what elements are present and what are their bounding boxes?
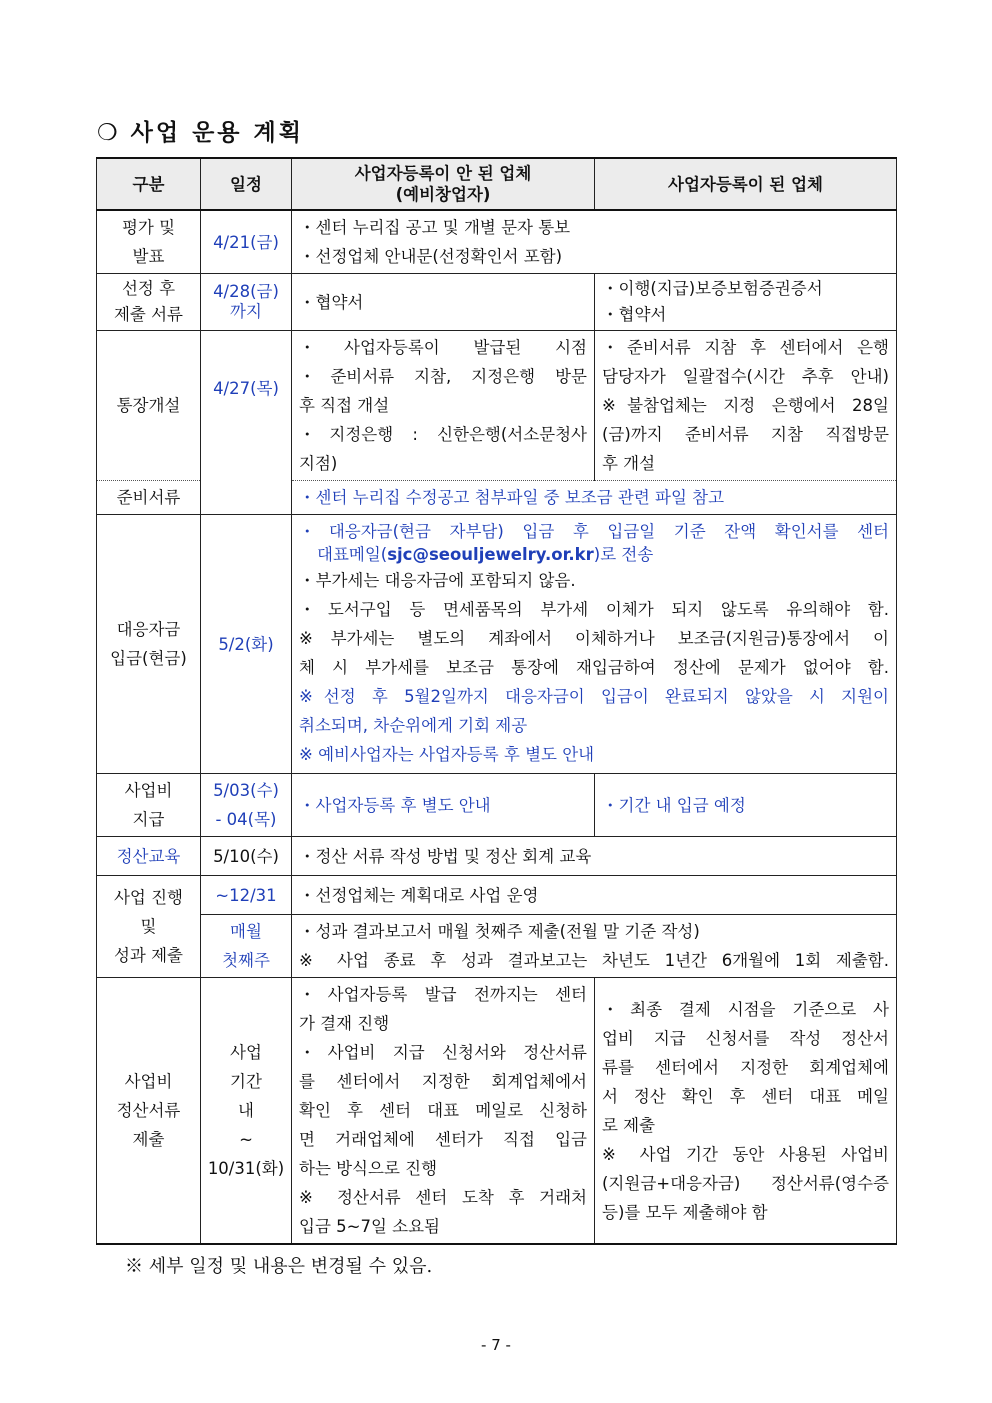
row-date [201, 274, 292, 331]
row-label-line: 지급 [132, 810, 165, 829]
content-line: ・지정은행 : 신한은행(서소문청사 [299, 425, 587, 444]
row-label: 준비서류 [97, 481, 201, 515]
table-row [97, 876, 897, 915]
row-content: ・정산 서류 작성 방법 및 정산 회계 교육 [292, 837, 897, 876]
content-line: ・선정업체 안내문(선정확인서 포함) [299, 247, 563, 266]
row-label-line: 및 [140, 917, 157, 936]
content-line: 후 개설 [602, 454, 656, 473]
registered-content: ・기간 내 입금 예정 [595, 774, 897, 837]
row-label-line: 사업비 [124, 1072, 173, 1091]
content-line: ※ 사업 기간 동안 사용된 사업비 [602, 1144, 889, 1164]
table-row [97, 915, 897, 978]
content-line: 체 시 부가세를 보조금 통장에 재입금하여 정산에 문제가 없어야 함. [299, 658, 889, 677]
table-header-row [97, 158, 897, 210]
content-line: ・도서구입 등 면세품목의 부가세 이체가 되지 않도록 유의해야 함. [299, 600, 889, 619]
content-line: ・사업자등록이 발급된 시점 [299, 338, 587, 357]
date-line: 사업 [230, 1043, 262, 1062]
row-label-line: 평가 및 [121, 218, 176, 237]
date-line: 첫째주 [222, 951, 270, 970]
row-date: 5/2(화) [201, 515, 292, 774]
content-line: 확인 후 센터 대표 메일로 신청하 [299, 1101, 587, 1120]
center-email: sjc@seouljewelry.or.kr [387, 545, 594, 564]
content-line: 취소되며, 차순위에게 기회 제공 [299, 716, 528, 735]
header-unregistered [292, 158, 595, 210]
row-date: ~12/31 [201, 876, 292, 915]
unregistered-content: ・협약서 [292, 274, 595, 331]
row-content [292, 515, 897, 774]
row-label-line: 제출 [132, 1130, 165, 1149]
content-line: ※부가세는 별도의 계좌에서 이체하거나 보조금(지원금)통장에서 이 [299, 629, 889, 648]
content-line: 지점) [299, 454, 338, 473]
content-line: ・대응자금(현금 자부담) 입금 후 입금일 기준 잔액 확인서를 센터 [299, 522, 889, 541]
row-label [97, 274, 201, 331]
content-line: ※ 정산서류 센터 도착 후 거래처 [299, 1188, 587, 1207]
row-date: 4/21(금) [201, 210, 292, 274]
footnote: ※ 세부 일정 및 내용은 변경될 수 있음. [125, 1256, 433, 1277]
content-line: 면 거래업체에 센터가 직접 입금 [299, 1130, 587, 1149]
table-row [97, 210, 897, 274]
row-label-line: 사업 진행 [113, 888, 183, 907]
row-content [292, 210, 897, 274]
section-title [97, 114, 304, 147]
content-line: ・사업비 지급 신청서와 정산서류 [299, 1043, 587, 1062]
header-gubun: 구분 [97, 158, 201, 210]
section-title-text: 사업 운용 계획 [130, 119, 304, 146]
content-line: (지원금+대응자금) 정산서류(영수증 [602, 1173, 889, 1193]
row-label-line: 사업비 [124, 781, 173, 800]
content-line: ※선정 후 5월2일까지 대응자금이 입금이 완료되지 않았을 시 지원이 [299, 687, 889, 706]
row-label [97, 978, 201, 1245]
unregistered-content [292, 331, 595, 481]
table-row [97, 331, 897, 481]
table-row [97, 978, 897, 1245]
row-date [201, 774, 292, 837]
header-registered: 사업자등록이 된 업체 [595, 158, 897, 210]
row-content: ・선정업체는 계획대로 사업 운영 [292, 876, 897, 915]
row-date [201, 915, 292, 978]
content-line: (금)까지 준비서류 지참 직접방문 [602, 425, 889, 444]
content-line: 하는 방식으로 진행 [299, 1159, 438, 1178]
content-line: 입금 5~7일 소요됨 [299, 1217, 440, 1236]
page-number: - 7 - [481, 1336, 511, 1354]
date-line: 기간 [230, 1072, 262, 1091]
registered-content [595, 331, 897, 481]
date-line: 까지 [230, 302, 262, 321]
date-line: ~ [239, 1130, 253, 1149]
content-line: 로 제출 [602, 1115, 656, 1135]
table-row [97, 515, 897, 774]
header-schedule: 일정 [201, 158, 292, 210]
row-date: 5/10(수) [201, 837, 292, 876]
content-line: 후 직접 개설 [299, 396, 390, 415]
table-row [97, 274, 897, 331]
row-date: 4/27(목) [201, 331, 292, 515]
row-label-line: 정산서류 [116, 1101, 181, 1120]
row-label-line: 제출 서류 [113, 305, 183, 324]
content-line: ・협약서 [602, 305, 667, 324]
email-suffix: )로 전송 [593, 545, 654, 564]
row-label-line: 대응자금 [116, 620, 181, 639]
content-line: ※ 사업 종료 후 성과 결과보고는 차년도 1년간 6개월에 1회 제출함. [299, 951, 889, 970]
content-line: 류를 센터에서 지정한 회계업체에 [602, 1057, 889, 1077]
unregistered-content [292, 978, 595, 1245]
row-label: 정산교육 [97, 837, 201, 876]
row-label [97, 876, 201, 978]
table-row [97, 774, 897, 837]
content-line: ・최종 결제 시점을 기준으로 사 [602, 999, 889, 1019]
content-line [299, 544, 889, 566]
registered-content [595, 978, 897, 1245]
row-label-line: 발표 [132, 247, 165, 266]
content-line: ※불참업체는 지정 은행에서 28일 [602, 396, 889, 415]
row-label-line: 입금(현금) [110, 649, 187, 668]
content-line: ・사업자등록 발급 전까지는 센터 [299, 985, 587, 1004]
date-line: 4/28(금) [213, 282, 279, 301]
date-line: - 04(목) [215, 810, 277, 829]
row-content: ・센터 누리집 수정공고 첨부파일 중 보조금 관련 파일 참고 [292, 481, 897, 515]
row-label [97, 774, 201, 837]
email-prefix: 대표메일( [317, 545, 388, 564]
row-label-line: 선정 후 [121, 279, 176, 298]
content-line: ※ 예비사업자는 사업자등록 후 별도 안내 [299, 745, 595, 764]
circle-bullet-icon: ❍ [97, 120, 121, 146]
row-label: 통장개설 [97, 331, 201, 481]
row-label [97, 210, 201, 274]
row-label [97, 515, 201, 774]
registered-content [595, 274, 897, 331]
content-line: 가 결재 진행 [299, 1014, 390, 1033]
row-label-line: 성과 제출 [113, 946, 183, 965]
date-line: 5/03(수) [213, 781, 279, 800]
content-line: 담당자가 일괄접수(시간 추후 안내) [602, 367, 889, 386]
schedule-table [96, 157, 897, 1245]
date-line: 매월 [230, 922, 262, 941]
row-date [201, 978, 292, 1245]
content-line: ・성과 결과보고서 매월 첫째주 제출(전월 말 기준 작성) [299, 922, 700, 941]
header-unregistered-line2: (예비창업자) [395, 185, 491, 204]
content-line: 서 정산 확인 후 센터 대표 메일 [602, 1086, 889, 1106]
content-line: ・센터 누리집 공고 및 개별 문자 통보 [299, 218, 571, 237]
content-line: 등)를 모두 제출해야 함 [602, 1202, 768, 1222]
row-content [292, 915, 897, 978]
content-line: ・준비서류 지참 후 센터에서 은행 [602, 338, 889, 357]
table-row [97, 837, 897, 876]
date-line: 내 [238, 1101, 254, 1120]
header-unregistered-line1: 사업자등록이 안 된 업체 [354, 164, 532, 183]
content-line: ・이행(지급)보증보험증권증서 [602, 279, 823, 298]
content-line: ・준비서류 지참, 지정은행 방문 [299, 367, 587, 386]
content-line: 업비 지급 신청서를 작성 정산서 [602, 1028, 889, 1048]
content-line: 를 센터에서 지정한 회계업체에서 [299, 1072, 587, 1091]
date-line: 10/31(화) [207, 1159, 285, 1178]
content-line: ・부가세는 대응자금에 포함되지 않음. [299, 571, 576, 590]
unregistered-content: ・사업자등록 후 별도 안내 [292, 774, 595, 837]
